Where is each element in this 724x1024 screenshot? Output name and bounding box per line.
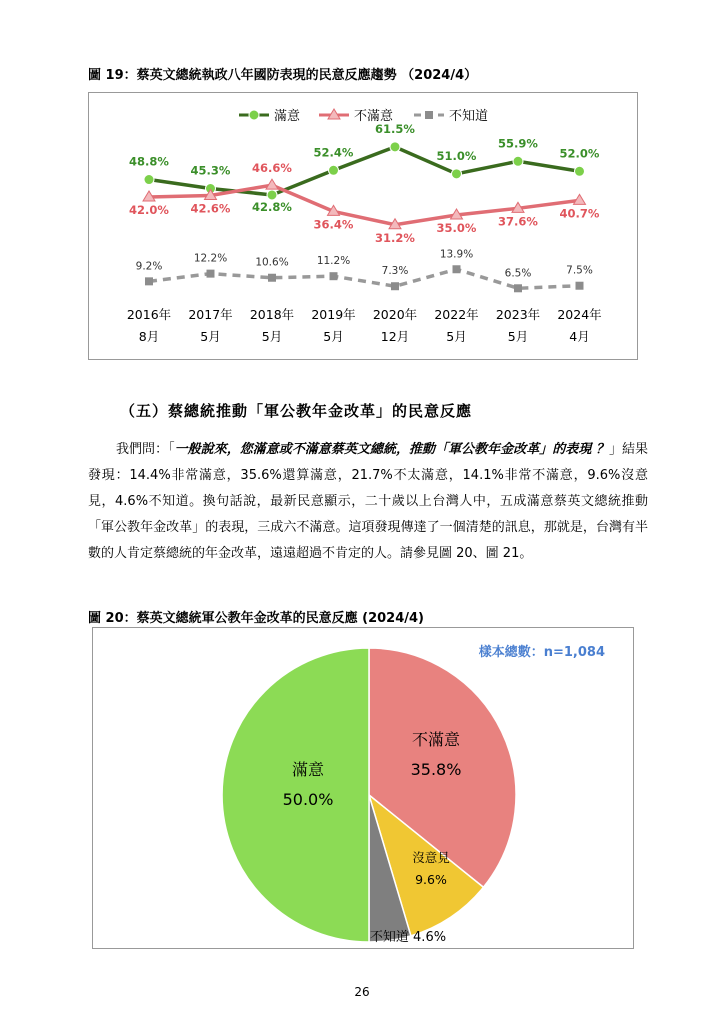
x-tick-month-6: 5月 [507,329,529,344]
data-label-1-1: 42.6% [190,201,231,216]
x-tick-year-0: 2016年 [126,307,172,322]
data-label-1-4: 31.2% [375,230,415,245]
data-point-0-0 [144,175,154,185]
figure20-pie-chart [92,627,634,949]
x-tick-year-4: 2020年 [372,307,418,322]
line-chart-svg [89,93,637,359]
data-label-0-0: 48.8% [129,154,169,169]
data-label-1-0: 42.0% [129,203,169,217]
section-heading: （五）蔡總統推動「軍公教年金改革」的民意反應 [120,402,473,420]
paragraph-findings: 」結果發現：14.4%非常滿意，35.6%還算滿意，21.7%不太滿意，14.1%非常不滿意，9.6%沒意見，4.6%不知道。換句話說，最新民意顯示，二十歲以上台灣人中，五成滿意蔡英文總統推動「軍公教年金改革」的表現，三成六不滿意。這項發現傳達了一個清楚的訊息，那就是，台灣有半數的人肯定蔡總統的年金改革，遠遠超過不肯定的人。請參見圖 20、圖 21。 [88,442,648,561]
data-label-2-0: 9.2% [135,260,163,273]
data-point-2-2 [268,274,276,282]
data-point-2-7 [576,282,584,290]
x-tick-month-5: 5月 [446,329,467,344]
data-point-2-3 [330,272,338,280]
data-label-0-7: 52.0% [559,146,600,161]
data-labels-0 [129,122,600,214]
x-tick-year-2: 2018年 [249,307,295,322]
data-label-0-3: 52.4% [313,145,354,160]
data-label-0-6: 55.9% [498,136,538,151]
slice-value-1: 9.6% [415,872,447,887]
data-point-0-7 [575,166,585,176]
data-point-2-0 [145,277,153,285]
data-label-2-5: 13.9% [439,248,474,261]
x-tick-month-1: 5月 [200,329,221,344]
data-label-2-2: 10.6% [255,256,289,269]
legend-marker-2 [425,111,433,119]
legend-marker-0 [249,110,259,120]
data-point-0-5 [452,169,462,179]
legend-label-2: 不知道 [449,109,489,124]
figure20-title: 圖 20：蔡英文總統軍公教年金改革的民意反應 (2024/4) [88,611,425,626]
x-tick-year-5: 2022年 [434,307,479,322]
data-point-2-6 [514,284,522,292]
data-labels-2 [136,248,593,279]
x-tick-month-0: 8月 [138,329,160,344]
body-paragraph [88,437,648,567]
sample-size-note: 樣本總數：n=1,084 [478,645,605,660]
chart-legend [239,108,488,124]
data-label-1-7: 40.7% [559,206,600,221]
data-point-0-4 [390,142,400,152]
x-tick-month-4: 12月 [380,329,410,344]
slice-value-0: 35.8% [410,760,462,779]
slice-label-1: 沒意見 [412,850,450,865]
figure19-title: 圖 19：蔡英文總統執政八年國防表現的民意反應趨勢 （2024/4） [88,68,478,83]
x-tick-month-7: 4月 [569,329,590,344]
data-label-0-5: 51.0% [436,148,477,163]
x-tick-year-7: 2024年 [557,307,602,322]
legend-label-1: 不滿意 [354,109,394,124]
data-point-0-6 [513,156,523,166]
data-label-2-1: 12.2% [193,252,228,265]
data-label-1-6: 37.6% [498,214,538,229]
data-label-2-7: 7.5% [566,264,593,277]
data-point-2-4 [391,282,399,290]
paragraph-lead: 我們問：「 [116,442,175,457]
x-axis-ticks [127,307,602,344]
data-label-0-2: 42.8% [252,199,292,214]
data-label-1-3: 36.4% [313,217,354,232]
data-point-2-1 [207,270,215,278]
data-label-1-2: 46.6% [252,161,292,176]
slice-value-3: 50.0% [282,790,334,809]
slice-label-3: 滿意 [291,760,325,779]
data-point-0-2 [267,190,277,200]
data-label-0-4: 61.5% [375,121,415,136]
data-label-2-3: 11.2% [316,255,351,268]
x-tick-month-3: 5月 [323,329,344,344]
data-label-2-4: 7.3% [381,265,409,278]
slice-label-2: 不知道 4.6% [369,930,447,945]
x-tick-year-6: 2023年 [495,307,541,322]
pie-chart-svg [93,628,633,948]
data-point-0-3 [329,165,339,175]
figure19-line-chart [88,92,638,360]
page-number: 26 [354,985,370,999]
x-tick-year-3: 2019年 [311,307,356,322]
x-tick-month-2: 5月 [261,329,283,344]
data-label-0-1: 45.3% [190,163,231,178]
data-label-1-5: 35.0% [436,221,477,235]
data-point-2-5 [453,265,461,273]
survey-question: 一般說來，您滿意或不滿意蔡英文總統，推動「軍公教年金改革」的表現 ？ [174,442,609,457]
data-label-2-6: 6.5% [504,267,532,280]
x-tick-year-1: 2017年 [188,307,233,322]
slice-label-0: 不滿意 [411,730,461,749]
legend-label-0: 滿意 [274,109,301,124]
